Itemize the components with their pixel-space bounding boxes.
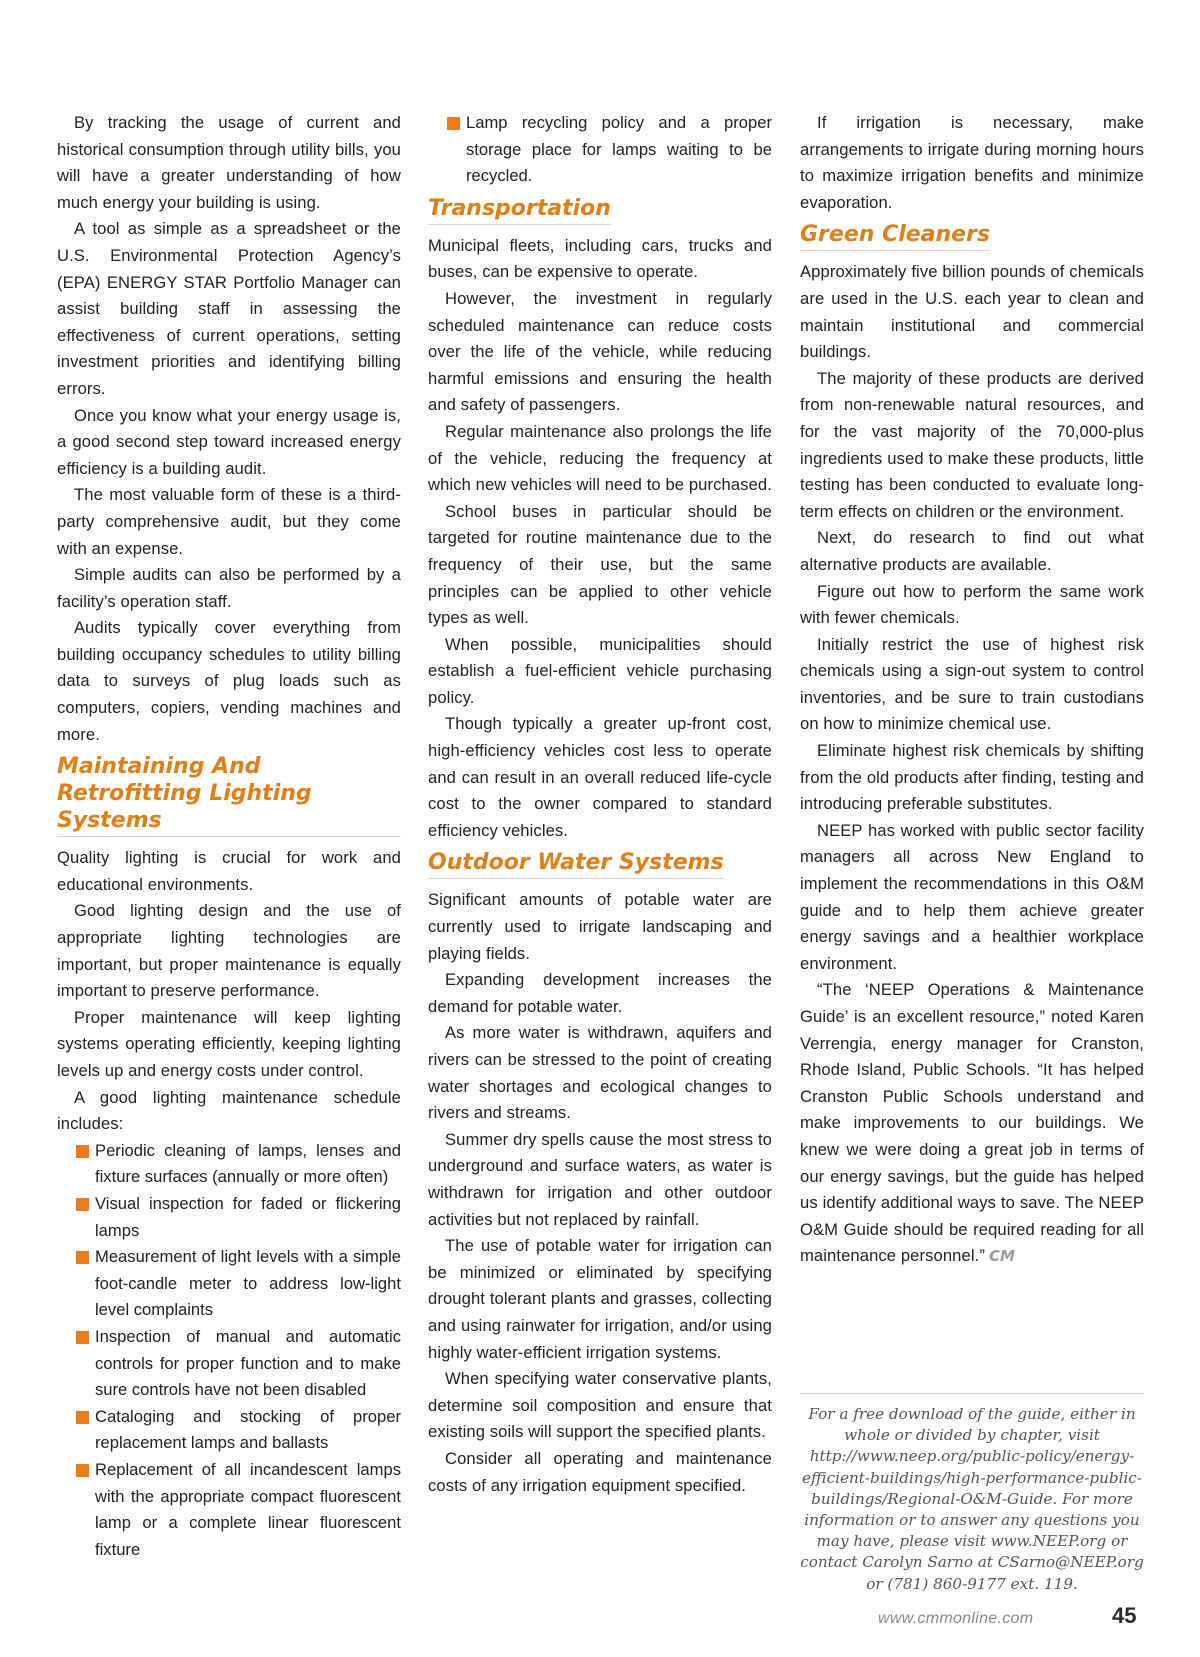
paragraph: As more water is withdrawn, aquifers and rivers can be stressed to the point of creating water shortages and ecological changes to rivers and streams.: [428, 1023, 772, 1123]
square-bullet-icon: [76, 1411, 89, 1424]
paragraph: School buses in particular should be targeted for routine maintenance due to the frequency of their use, but the same principles can be applied to other vehicle types as well.: [428, 501, 772, 628]
recycling-list: [428, 110, 772, 190]
paragraph: Once you know what your energy usage is, a good second step toward increased energy efficiency is a building audit.: [57, 405, 401, 478]
column-right: [800, 110, 1144, 1270]
paragraph: When specifying water conservative plants, determine soil composition and ensure that existing soils will support the specified plants.: [428, 1369, 772, 1442]
footer-url[interactable]: www.cmmonline.com: [878, 1610, 1034, 1627]
paragraph: The use of potable water for irrigation can be minimized or eliminated by specifying drought tolerant plants and grasses, collecting and using rainwater for irrigation, and/or using highly water-efficient irrigation systems.: [428, 1236, 772, 1362]
section-heading-transportation: Transportation: [428, 195, 611, 225]
square-bullet-icon: [76, 1145, 89, 1158]
paragraph: Expanding development increases the demand for potable water.: [428, 970, 772, 1016]
quote-paragraph: “The ‘NEEP Operations & Maintenance Guide’ is an excellent resource,” noted Karen Verrengia, energy manager for Cranston, Rhode Island, Public Schools. “It has helped Cranston Public Schools understand and make improvements to our buildings. We knew we were doing a great job in terms of our energy savings, but the guide has helped us identify additional ways to save. The NEEP O&M Guide should be required reading for all maintenance personnel.” CM: [800, 980, 1144, 1266]
paragraph: The most valuable form of these is a third-party comprehensive audit, but they come with an expense.: [57, 485, 401, 558]
paragraph: Proper maintenance will keep lighting systems operating efficiently, keeping lighting levels up and energy costs under control.: [57, 1007, 401, 1080]
signature-mark: CM: [988, 1247, 1016, 1266]
paragraph: If irrigation is necessary, make arrangements to irrigate during morning hours to maximize irrigation benefits and minimize evaporation.: [800, 113, 1144, 212]
paragraph: Figure out how to perform the same work with fewer chemicals.: [800, 581, 1144, 628]
paragraph: A tool as simple as a spreadsheet or the U.S. Environmental Protection Agency’s (EPA) ENERGY STAR Portfolio Manager can assist building staff in assessing the effectiveness of current operations, setting investment priorities and identifying billing errors.: [57, 219, 401, 398]
paragraph: Regular maintenance also prolongs the life of the vehicle, reducing the frequency at which new vehicles will need to be purchased.: [428, 421, 772, 495]
list-item: Lamp recycling policy and a proper storage place for lamps waiting to be recycled.: [428, 110, 772, 190]
section-heading-lighting: Maintaining And Retrofitting Lighting Systems: [57, 753, 401, 837]
square-bullet-icon: [76, 1251, 89, 1264]
paragraph: When possible, municipalities should establish a fuel-efficient vehicle purchasing policy.: [428, 634, 772, 707]
list-item: Inspection of manual and automatic controls for proper function and to make sure controls have not been disabled: [57, 1324, 401, 1404]
paragraph: Approximately five billion pounds of chemicals are used in the U.S. each year to clean and maintain institutional and commercial buildings.: [800, 262, 1144, 362]
square-bullet-icon: [447, 117, 460, 130]
section-heading-green-cleaners: Green Cleaners: [800, 221, 990, 251]
section-heading-outdoor-water: Outdoor Water Systems: [428, 849, 724, 879]
paragraph: Summer dry spells cause the most stress to underground and surface waters, as water is withdrawn for irrigation and other outdoor activities but not replaced by rainfall.: [428, 1129, 772, 1229]
list-item: Visual inspection for faded or flickering lamps: [57, 1191, 401, 1244]
square-bullet-icon: [76, 1464, 89, 1477]
paragraph: Eliminate highest risk chemicals by shifting from the old products after finding, testing and introducing preferable substitutes.: [800, 741, 1144, 814]
paragraph: Initially restrict the use of highest risk chemicals using a sign-out system to control inventories, and be sure to train custodians on how to minimize chemical use.: [800, 634, 1144, 734]
paragraph: By tracking the usage of current and historical consumption through utility bills, you will have a greater understanding of how much energy your building is using.: [57, 113, 401, 212]
paragraph: Significant amounts of potable water are currently used to irrigate landscaping and playing fields.: [428, 890, 772, 963]
paragraph: Though typically a greater up-front cost, high-efficiency vehicles cost less to operate and can result in an overall reduced life-cycle cost to the owner compared to standard efficiency vehicles.: [428, 714, 772, 840]
column-left: [57, 110, 401, 1563]
download-note: For a free download of the guide, either in whole or divided by chapter, visit http://www.neep.org/public-policy/energy-efficient-buildings/high-performance-public-buildings/Regional-O&M-Guide. For more information or to answer any questions you may have, please visit www.NEEP.org or contact Carolyn Sarno at CSarno@NEEP.org or (781) 860-9177 ext. 119.: [800, 1393, 1144, 1595]
square-bullet-icon: [76, 1331, 89, 1344]
square-bullet-icon: [76, 1198, 89, 1211]
list-item: Measurement of light levels with a simple foot-candle meter to address low-light level complaints: [57, 1244, 401, 1324]
paragraph: Good lighting design and the use of appropriate lighting technologies are important, but proper maintenance is equally important to preserve performance.: [57, 901, 401, 1001]
paragraph: However, the investment in regularly scheduled maintenance can reduce costs over the life of the vehicle, while reducing harmful emissions and ensuring the health and safety of passengers.: [428, 288, 772, 415]
paragraph: Next, do research to find out what alternative products are available.: [800, 528, 1144, 574]
column-middle: [428, 110, 772, 1499]
page-number: 45: [1112, 1603, 1137, 1628]
paragraph: Consider all operating and maintenance costs of any irrigation equipment specified.: [428, 1448, 772, 1495]
paragraph: Quality lighting is crucial for work and educational environments.: [57, 848, 401, 894]
paragraph: A good lighting maintenance schedule includes:: [57, 1087, 401, 1134]
list-item: Cataloging and stocking of proper replacement lamps and ballasts: [57, 1404, 401, 1457]
paragraph: The majority of these products are derived from non-renewable natural resources, and for the vast majority of the 70,000-plus ingredients used to make these products, little testing has been conducted to evaluate long-term effects on children or the environment.: [800, 368, 1144, 521]
paragraph: Audits typically cover everything from building occupancy schedules to utility billing data to surveys of plug loads such as computers, copiers, vending machines and more.: [57, 618, 401, 744]
list-item: Periodic cleaning of lamps, lenses and fixture surfaces (annually or more often): [57, 1138, 401, 1191]
paragraph: NEEP has worked with public sector facility managers all across New England to implement the recommendations in this O&M guide and to help them achieve greater energy savings and a healthier workplace environment.: [800, 820, 1144, 973]
maintenance-schedule-list: [57, 1138, 401, 1564]
list-item: Replacement of all incandescent lamps with the appropriate compact fluorescent lamp or a complete linear fluorescent fixture: [57, 1457, 401, 1563]
paragraph: Simple audits can also be performed by a facility’s operation staff.: [57, 565, 401, 611]
paragraph: Municipal fleets, including cars, trucks and buses, can be expensive to operate.: [428, 235, 772, 282]
